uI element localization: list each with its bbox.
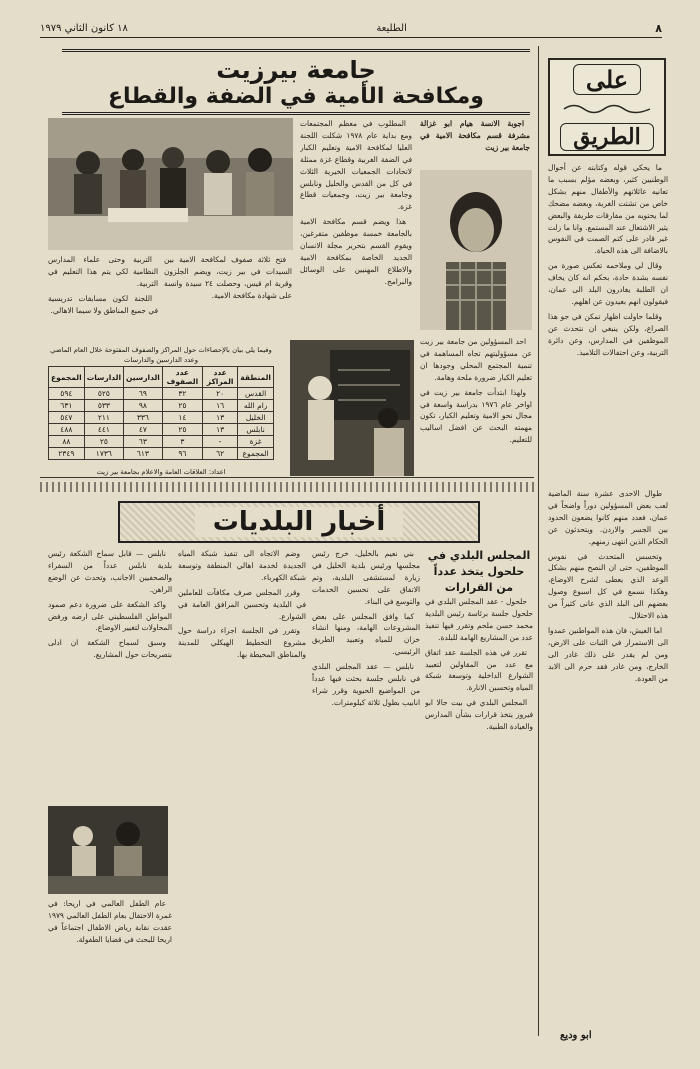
news-paragraph: وقرر المجلس صرف مكافآت للعاملين في البلدية وتحسين المرافق العامة في الشوارع. (178, 587, 306, 621)
teaching-image (290, 340, 414, 476)
column-paragraph: اما العيش، فان هذه المواطنين عمدوا الى الاستمرار في الثبات على الارض، ومن لم يقدر على ذلك غادر الى الخارج، ومن غادر فقد حرم الى الابد من العودة. (548, 625, 668, 683)
table-cell: ٢٣٤٩ (49, 448, 85, 460)
portrait-image (420, 170, 532, 330)
table-header-row (49, 367, 274, 388)
column-text-lower (548, 488, 668, 1024)
interview-text (420, 336, 532, 476)
table-cell: المجموع (238, 448, 274, 460)
news-paragraph: كما وافق المجلس على بعض المشروعات الهامة، ومنها انشاء خزان للمياه وتعبيد الطريق الرئيسي. (312, 611, 420, 657)
ornament-icon (562, 102, 652, 116)
section-divider (40, 477, 534, 478)
headline-line2: ومكافحة الأمية في الضفة والقطاع (108, 83, 484, 109)
news-paragraph: وضم الاتجاه الى تنفيذ شبكة المياه الجديدة لخدمة اهالي المنطقة وتوسعة شبكة الكهرباء. (178, 549, 306, 582)
interview-paragraph: ولهذا ابتدأت جامعة بير زيت في اواخر عام ١٩٧٦ بدراسة واسعة في مجال نحو الامية وتعليم الكبار، تكون مهمته البحث عن افضل اساليب للتعليم. (420, 387, 532, 445)
portrait-photo (420, 170, 532, 330)
stats-caption: وفيما يلي بيان بالإحصاءات حول المراكز والصفوف المفتوحة خلال العام الماضي وعدد الدارسين والدارسات (50, 346, 272, 364)
column-header: المجموع (49, 367, 85, 388)
table-cell: ٦٩ (124, 388, 163, 400)
article-paragraph: التربية وحتى علماء المدارس النظامية لكي يتم هذا التعليم في التربية. (48, 255, 158, 288)
news-headline: المجلس البلدي في حلحول يتخذ عدداً من القرارات (427, 549, 531, 594)
table-row (49, 424, 274, 436)
table-row (49, 388, 274, 400)
news-paragraph: واكد الشكعة على ضرورة دعم صمود المواطن الفلسطيني على ارضه ورفض المحاولات لتغيير الاوضاع. (48, 599, 172, 633)
table-cell: ٤٨٨ (49, 424, 85, 436)
news-col1 (425, 596, 533, 1026)
table-cell: ٦١٣ (124, 448, 163, 460)
section-title: أخبار البلديات (195, 507, 404, 537)
table-cell: ٦٢ (203, 448, 238, 460)
table-cell: - (203, 436, 238, 448)
table-cell: ٤٤١ (84, 424, 123, 436)
column-header: المنطقة (238, 367, 274, 388)
children-photo (48, 806, 168, 894)
table-cell: ١٣ (203, 424, 238, 436)
news-paragraph: وتقرر في الجلسة اجراء دراسة حول مشروع التخطيط الهيكلي للمدينة والمناطق المحيطة بها. (178, 626, 306, 660)
table-cell: ١٧٣٦ (84, 448, 123, 460)
children-caption (48, 898, 172, 1026)
table-cell: ٩٦ (162, 448, 202, 460)
bzu-article-upper (48, 254, 158, 346)
column-title-word2: الطريق (560, 123, 653, 151)
table-cell: ٣٢ (162, 388, 202, 400)
table-cell: ٥٩٤ (49, 388, 85, 400)
column-header: عدد الصفوف (162, 367, 202, 388)
news-paragraph: نابلس — قابل سماح الشكعة رئيس بلدية نابلس عدداً من السفراء والصحفيين الاجانب، وتحدث عن الوضع الراهن. (48, 549, 172, 594)
table-cell: ١٣ (203, 412, 238, 424)
table-cell: ٨٨ (49, 436, 85, 448)
table-row (49, 436, 274, 448)
table-cell: ١٦ (203, 400, 238, 412)
table-cell: ٥٣٣ (84, 400, 123, 412)
table-cell: ٢٠ (203, 388, 238, 400)
column-paragraph: ما يحكي قوله وكتابته عن أحوال الوطنيين كثير، وبعضه مؤلم بسبب ما تعانيه عائلاتهم والأطفال منهم بشكل خاص من تشتت الغربة، وبعضه مضحك لما يحتويه من مفارقات طريفة والبعض يثير الاشتعال عند المستمع. وانا ما زلت غير قادر على كتم الصمت في النفوس بالاضافة الى هذه الحياة. (548, 163, 668, 256)
caption-text: اجوبة الانسة هيام ابو غزالة مشرفة قسم مكافحة الامية في جامعة بير زيت (420, 119, 530, 152)
column-text (548, 162, 668, 482)
column-header: الدارسين (124, 367, 163, 388)
table-cell: الخليل (238, 412, 274, 424)
article-paragraph: فتح ثلاثة صفوف لمكافحة الامية بين السيدات في بير زيت، ويضم الجلزون وقرية ام قيس، وحصلت ٢٤ سيدة وانسة على شهادة مكافحة الامية. (164, 255, 292, 300)
table-cell: ٤٧ (124, 424, 163, 436)
table-cell: ٦٣ (124, 436, 163, 448)
news-paragraph: وسبق لسماح الشكعة ان ادلى بتصريحات حول المشاريع. (48, 638, 172, 660)
column-title-word1: على (573, 64, 641, 95)
table-cell: ١٤ (162, 412, 202, 424)
bzu-article-text (300, 118, 412, 344)
column-paragraph: وتحسس المتحدث في نفوس الموظفين، حتى ان النصح منهم بشكل الوعد الذي يعطى لشرح الاوضاع، وهكذا نسمع في كل اسبوع وصول بعضهم الى البلد الذي عانى كثيراً من هذه الاحتلال. (548, 551, 668, 621)
issue-date: ١٨ كانون الثاني ١٩٧٩ (40, 23, 128, 34)
class-photo-image (48, 118, 293, 250)
bzu-article-col2 (164, 254, 292, 346)
page-header (40, 20, 662, 38)
table-cell: نابلس (238, 424, 274, 436)
interview-paragraph: احد المسؤولين من جامعة بير زيت عن مسؤوليتهم تجاه المساهمة في تنمية المجتمع المحلي وجودها ان تعليم الكبار ضرورة ملحة وهامة. (420, 337, 532, 382)
literacy-stats-table (48, 366, 274, 460)
table-row (49, 400, 274, 412)
table-cell: ٢١١ (84, 412, 123, 424)
page-number: ٨ (655, 22, 662, 35)
column-divider (538, 46, 539, 1036)
table-cell: ٢٥ (162, 424, 202, 436)
column-paragraph: وقلما حاولت اظهار تمكن في جو هذا الصراع، ولكن ينبغي ان نتحدث عن الموظفين في المدارس، وعن دائرة التربية، وعن احتفالات التلاميذ. (548, 311, 668, 357)
news-paragraph: تقرر في هذه الجلسة عقد اتفاق مع عدد من المقاولين لتعبيد الشوارع الداخلية وتوسعة شبكة المياه وتحسين الانارة. (425, 647, 533, 693)
section-banner (118, 501, 480, 543)
stats-source: اعداد: العلاقات العامة والاعلام بجامعة بير زيت (96, 468, 226, 476)
newspaper-name: الطليعة (376, 23, 407, 34)
article-paragraph: هذا ويضم قسم مكافحة الامية بالجامعة خمسة موظفين متفرغين، ويقوم القسم بتحرير مجلة الانسان الجديد الخاصة بمكافحة الامية والاطلاع المهنيين على الوسائل والبرامج. (300, 217, 412, 286)
news-col2 (312, 548, 420, 1026)
news-paragraph: نابلس — عقد المجلس البلدي في نابلس جلسة بحثت فيها عدداً من المواضيع الحيوية وقرر شراء انابيب بطول ثلاثة كيلومترات. (312, 662, 420, 707)
column-header: الدارسات (84, 367, 123, 388)
column-title-box (548, 58, 666, 156)
headline-line1: جامعة بيرزيت (216, 55, 376, 84)
article-paragraph: اللجنة لكون مسابقات تدريسية في جميع المناطق ولا سيما الاهالي. (48, 293, 158, 315)
column-header: عدد المراكز (203, 367, 238, 388)
news-paragraph: المجلس البلدي في بيت جالا ابو فيروز يتخذ قرارات بشأن المدارس والعيادة الطبية. (425, 698, 533, 732)
article-paragraph: المطلوب في معظم المجتمعات ومع بداية عام ١٩٧٨ شكلت اللجنة العليا لمكافحة الامية وتعليم الكبار في الضفة الغربية وقطاع غزة ممثلة لاتحادات الجمعيات الخيرية الثلاث في كل من القدس والخليل ونابلس وجامعة بير زيت، وجمعيات قطاع غزة. (300, 119, 412, 212)
table-cell: ٣٣٦ (124, 412, 163, 424)
table-cell: ٦٣١ (49, 400, 85, 412)
table-body (49, 388, 274, 460)
table-cell: ٥٤٧ (49, 412, 85, 424)
teaching-photo (290, 340, 414, 476)
children-image (48, 806, 168, 894)
interview-caption (420, 118, 530, 166)
news-paragraph: حلحول - عقد المجلس البلدي في حلحول جلسة برئاسة رئيس البلدية محمد حسن ملحم وتقرر فيها تنفيذ عدد من المشاريع الهامة للبلدة. (425, 597, 533, 642)
table-row (49, 448, 274, 460)
news-col4 (48, 548, 172, 800)
decorative-strip (40, 482, 534, 492)
table-cell: القدس (238, 388, 274, 400)
caption-text: عام الطفل العالمي في اريحا: في غمرة الاحتفال بعام الطفل العالمي ١٩٧٩ عقدت نقابة رياض الاطفال اجتماعاً في اريحا للبحث في قضايا الطفولة. (48, 899, 172, 944)
main-headline (62, 49, 530, 115)
news-col3 (178, 548, 306, 1026)
table-cell: غزة (238, 436, 274, 448)
table-row (49, 412, 274, 424)
table-cell: ٥٢٥ (84, 388, 123, 400)
news-paragraph: بني نعيم بالخليل، خرج رئيس مجلسها ورئيس بلدية الخليل في زيارة لمستشفى البلدية، وتم الاتفاق على تحسين الخدمات والتوسع في البناء. (312, 549, 420, 606)
column-paragraph: طوال الاحدى عشرة سنة الماضية لعب بعض المسؤولين دوراً واضحاً في عمان، فعدد منهم كانوا يضعون الحدود بين الجسر والاردن. ويتحدثون عن الحكام الذين انتهى زمنهم. (548, 489, 668, 546)
column-paragraph: وقال لي وملاحمه تعكس صورة من نفسه بشدة حادة، بحكم انه كان يخاف ان الطلبة يغادرون البلد الى عمان، فيقولون انهم بعيدون عن اهلهم. (548, 261, 668, 306)
literacy-class-photo (48, 118, 293, 250)
table-cell: ٢٥ (162, 400, 202, 412)
column-signature: ابو وديع (560, 1030, 592, 1041)
table-cell: ٢٥ (84, 436, 123, 448)
table-cell: ٣ (162, 436, 202, 448)
table-cell: رام الله (238, 400, 274, 412)
table-cell: ٩٨ (124, 400, 163, 412)
